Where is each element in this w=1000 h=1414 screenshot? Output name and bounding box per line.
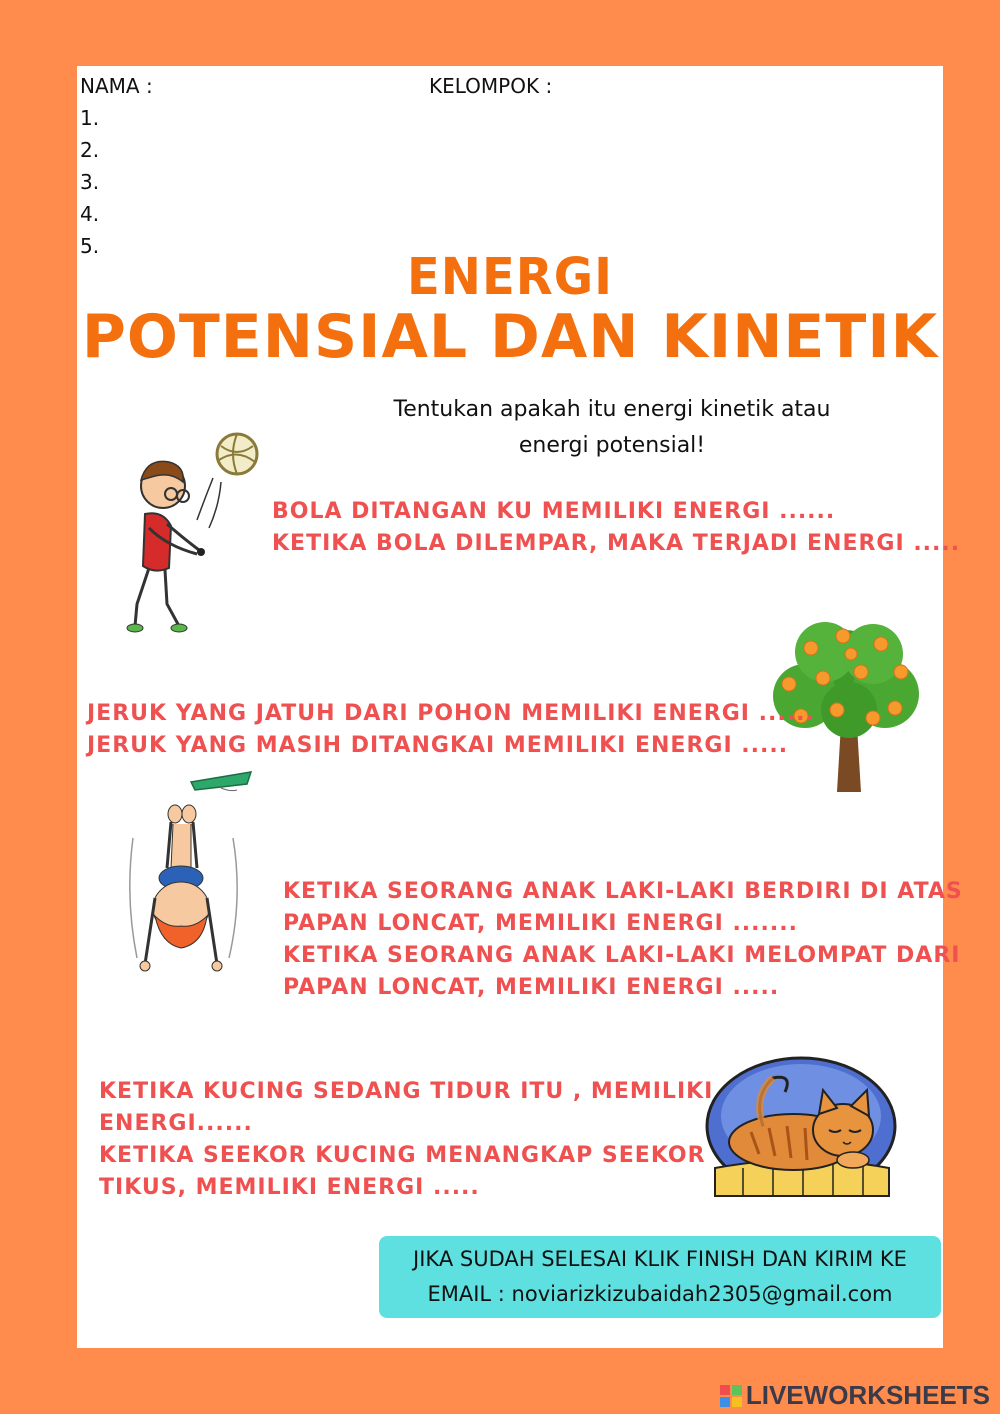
liveworksheets-brand[interactable] <box>720 1380 990 1411</box>
name-label: NAMA : <box>80 74 153 98</box>
question-cat-line-3: KETIKA SEEKOR KUCING MENANGKAP SEEKOR <box>99 1143 706 1168</box>
logo-block-red <box>720 1385 730 1395</box>
group-label: KELOMPOK : <box>429 74 553 98</box>
title-line-2: POTENSIAL DAN KINETIK <box>81 302 939 372</box>
sleeping-cat-icon <box>703 1056 899 1206</box>
question-ball <box>272 496 960 560</box>
question-cat-line-2: ENERGI...... <box>99 1111 253 1136</box>
liveworksheets-logo-icon <box>720 1385 742 1407</box>
question-orange-line-2: JERUK YANG MASIH DITANGKAI MEMILIKI ENERGI ..... <box>87 733 789 758</box>
member-number-4: 4. <box>80 202 100 226</box>
logo-block-blue <box>720 1397 730 1407</box>
title-line-1: ENERGI <box>407 247 613 307</box>
question-diver <box>283 876 963 1004</box>
instruction <box>352 392 872 464</box>
question-diver-line-2: PAPAN LONCAT, MEMILIKI ENERGI ....... <box>283 911 798 936</box>
question-cat <box>99 1076 713 1204</box>
diver-boy-icon <box>121 768 261 978</box>
submit-email-line: EMAIL : noviarizkizubaidah2305@gmail.com <box>427 1282 893 1306</box>
boy-volleyball-icon <box>125 428 275 634</box>
question-diver-line-4: PAPAN LONCAT, MEMILIKI ENERGI ..... <box>283 975 780 1000</box>
instruction-line-2: energi potensial! <box>518 433 706 458</box>
logo-block-yellow <box>732 1397 742 1407</box>
question-cat-line-4: TIKUS, MEMILIKI ENERGI ..... <box>99 1175 480 1200</box>
question-orange-line-1: JERUK YANG JATUH DARI POHON MEMILIKI ENERGI ...... <box>87 701 815 726</box>
question-diver-line-3: KETIKA SEORANG ANAK LAKI-LAKI MELOMPAT DARI <box>283 943 961 968</box>
member-number-2: 2. <box>80 138 100 162</box>
submit-instruction-line-1: JIKA SUDAH SELESAI KLIK FINISH DAN KIRIM KE <box>413 1247 907 1271</box>
question-cat-line-1: KETIKA KUCING SEDANG TIDUR ITU , MEMILIKI <box>99 1079 714 1104</box>
question-orange <box>87 698 815 762</box>
question-ball-line-1: BOLA DITANGAN KU MEMILIKI ENERGI ...... <box>272 499 836 524</box>
logo-block-green <box>732 1385 742 1395</box>
submit-instruction-box <box>379 1236 941 1318</box>
instruction-line-1: Tentukan apakah itu energi kinetik atau <box>393 397 831 422</box>
worksheet-page <box>77 66 963 1348</box>
question-diver-line-1: KETIKA SEORANG ANAK LAKI-LAKI BERDIRI DI ATAS <box>283 879 963 904</box>
member-number-3: 3. <box>80 170 100 194</box>
member-number-5: 5. <box>80 234 100 258</box>
member-number-1: 1. <box>80 106 100 130</box>
brand-name: LIVEWORKSHEETS <box>745 1380 990 1410</box>
question-ball-line-2: KETIKA BOLA DILEMPAR, MAKA TERJADI ENERGI ..... <box>272 531 961 556</box>
